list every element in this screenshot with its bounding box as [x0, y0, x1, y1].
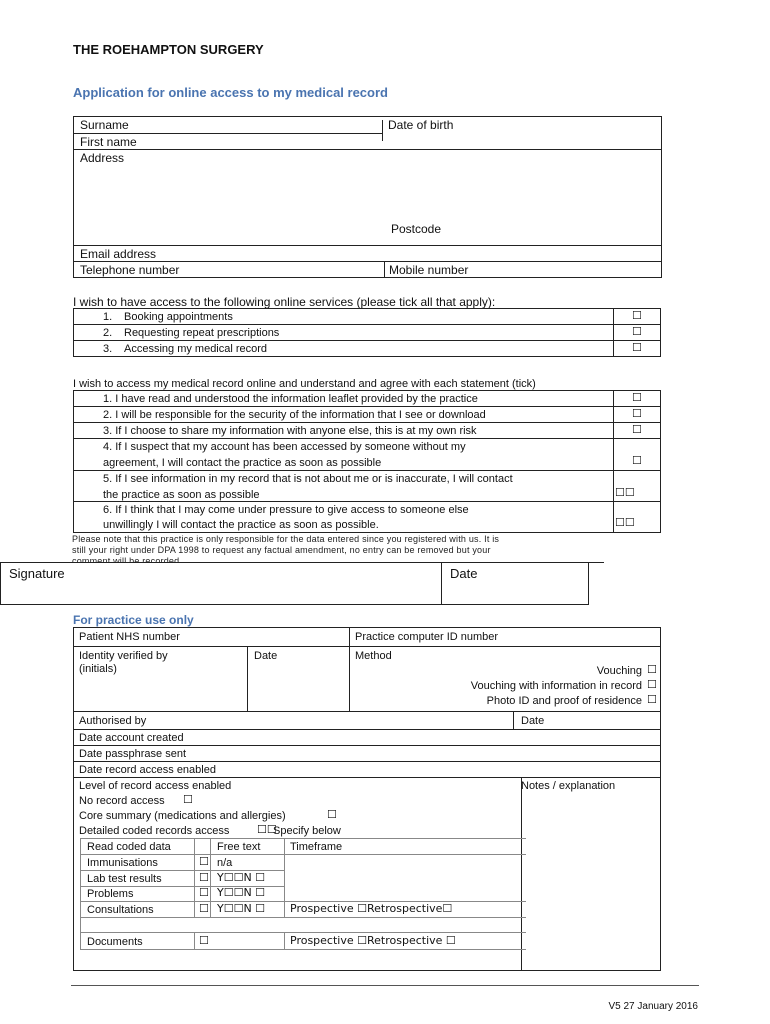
signature-date-label[interactable]: Date — [450, 566, 478, 581]
immunisations-free-text: n/a — [217, 857, 233, 869]
method-photo-id: Photo ID and proof of residence — [486, 695, 642, 707]
identity-verified-label: Identity verified by — [79, 650, 168, 662]
coded-header-free-text: Free text — [217, 841, 261, 853]
documents-checkbox[interactable]: ☐ — [199, 934, 209, 947]
service-prescriptions-checkbox[interactable]: ☐ — [632, 325, 642, 338]
statement-6-line2: unwillingly I will contact the practice as soon as possible. — [103, 519, 379, 531]
data-protection-notice — [72, 534, 612, 563]
statement-5-line1: 5. If I see information in my record that is not about me or is inaccurate, I will contact — [103, 473, 513, 485]
statement-3-checkbox[interactable]: ☐ — [632, 423, 642, 436]
email-label: Email address — [80, 247, 157, 261]
lab-tests-free-text[interactable]: Y☐☐N ☐ — [217, 871, 266, 884]
coded-row-immunisations: Immunisations — [87, 857, 158, 869]
statement-2: 2. I will be responsible for the security of the information that I see or download — [103, 409, 486, 421]
coded-row-problems: Problems — [87, 888, 134, 900]
initials-label: (initials) — [79, 663, 117, 675]
coded-row-documents: Documents — [87, 936, 143, 948]
service-booking-appointments: Booking appointments — [124, 311, 233, 323]
detailed-coded-checkbox[interactable]: ☐☐ — [257, 823, 277, 836]
method-vouching-info: Vouching with information in record — [470, 680, 642, 692]
statement-1-checkbox[interactable]: ☐ — [632, 391, 642, 404]
method-label: Method — [355, 650, 392, 662]
no-record-access-checkbox[interactable]: ☐ — [183, 793, 193, 806]
documents-timeframe[interactable]: Prospective ☐Retrospective ☐ — [290, 934, 456, 947]
statement-4-checkbox[interactable]: ☐ — [632, 454, 642, 467]
no-record-access-label: No record access — [79, 795, 165, 807]
core-summary-checkbox[interactable]: ☐ — [327, 808, 337, 821]
notice-line-2: still your right under DPA 1998 to request any factual amendment, no entry can be removed but your — [72, 545, 491, 555]
level-of-access-label: Level of record access enabled — [79, 780, 232, 792]
signature-label[interactable]: Signature — [9, 566, 65, 581]
authorised-date-label: Date — [521, 715, 545, 727]
address-label: Address — [80, 151, 125, 165]
problems-checkbox[interactable]: ☐ — [199, 886, 209, 899]
core-summary-label: Core summary (medications and allergies) — [79, 810, 286, 822]
statement-2-checkbox[interactable]: ☐ — [632, 407, 642, 420]
detailed-coded-label: Detailed coded records access — [79, 825, 230, 837]
computer-id-label: Practice computer ID number — [355, 631, 499, 643]
service-medical-record: Accessing my medical record — [124, 343, 268, 355]
footer-rule — [71, 985, 699, 986]
notice-line-3: comment will be recorded — [72, 556, 180, 563]
problems-free-text[interactable]: Y☐☐N ☐ — [217, 886, 266, 899]
statement-5-checkbox[interactable]: ☐☐ — [615, 486, 635, 499]
method-vouching-info-checkbox[interactable]: ☐ — [647, 678, 657, 691]
method-photo-id-checkbox[interactable]: ☐ — [647, 693, 657, 706]
verification-date-label: Date — [254, 650, 278, 662]
date-passphrase-sent-label: Date passphrase sent — [79, 748, 187, 760]
consultations-timeframe[interactable]: Prospective ☐Retrospective☐ — [290, 902, 453, 915]
coded-row-consultations: Consultations — [87, 904, 154, 916]
date-record-access-label: Date record access enabled — [79, 764, 216, 776]
postcode-label: Postcode — [391, 222, 442, 236]
mobile-label: Mobile number — [389, 263, 469, 277]
dob-label: Date of birth — [388, 118, 454, 132]
date-account-created-label: Date account created — [79, 732, 184, 744]
method-vouching-checkbox[interactable]: ☐ — [647, 663, 657, 676]
service-booking-checkbox[interactable]: ☐ — [632, 309, 642, 322]
surname-label: Surname — [80, 118, 129, 132]
services-intro: I wish to have access to the following online services (please tick all that apply): — [73, 295, 496, 309]
form-title: Application for online access to my medical record — [73, 85, 388, 100]
coded-row-lab-tests: Lab test results — [87, 873, 162, 885]
method-vouching: Vouching — [596, 665, 642, 677]
service-repeat-prescriptions: Requesting repeat prescriptions — [124, 327, 280, 339]
practice-use-heading: For practice use only — [73, 613, 194, 627]
service-record-checkbox[interactable]: ☐ — [632, 341, 642, 354]
statement-1: 1. I have read and understood the information leaflet provided by the practice — [103, 393, 478, 405]
service-item-number: 3. — [103, 343, 113, 355]
statement-3: 3. If I choose to share my information with anyone else, this is at my own risk — [103, 425, 477, 437]
first-name-label: First name — [80, 135, 137, 149]
notice-line-1: Please note that this practice is only responsible for the data entered since you registered with us. It is — [72, 534, 500, 544]
version-label: V5 27 January 2016 — [608, 1001, 698, 1012]
statement-5-line2: the practice as soon as possible — [103, 489, 260, 501]
telephone-label: Telephone number — [80, 263, 180, 277]
immunisations-checkbox[interactable]: ☐ — [199, 855, 209, 868]
service-item-number: 1. — [103, 311, 113, 323]
nhs-number-label: Patient NHS number — [79, 631, 180, 643]
notes-label: Notes / explanation — [521, 780, 616, 792]
practice-name: THE ROEHAMPTON SURGERY — [73, 42, 264, 57]
consultations-checkbox[interactable]: ☐ — [199, 902, 209, 915]
specify-below-label: Specify below — [273, 825, 341, 837]
statement-4-line1: 4. If I suspect that my account has been accessed by someone without my — [103, 441, 466, 453]
authorised-by-label: Authorised by — [79, 715, 147, 727]
statement-6-checkbox[interactable]: ☐☐ — [615, 516, 635, 529]
coded-header-timeframe: Timeframe — [290, 841, 343, 853]
coded-header-read: Read coded data — [87, 841, 171, 853]
statement-6-line1: 6. If I think that I may come under pressure to give access to someone else — [103, 504, 469, 516]
lab-tests-checkbox[interactable]: ☐ — [199, 871, 209, 884]
statements-intro: I wish to access my medical record online and understand and agree with each statement (tick) — [73, 378, 536, 390]
statement-4-line2: agreement, I will contact the practice as soon as possible — [103, 457, 382, 469]
consultations-free-text[interactable]: Y☐☐N ☐ — [217, 902, 266, 915]
service-item-number: 2. — [103, 327, 113, 339]
